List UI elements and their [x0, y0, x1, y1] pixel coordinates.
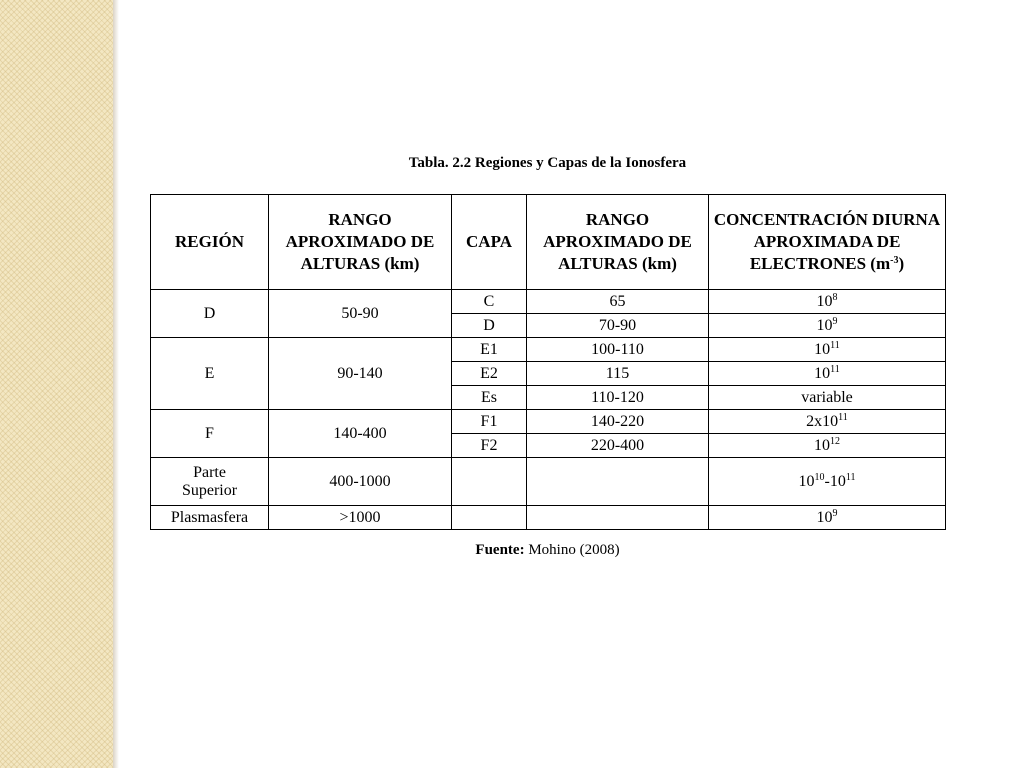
layer-range-cell	[527, 506, 709, 530]
layer-range-cell: 100-110	[527, 338, 709, 362]
decorative-side-band	[0, 0, 113, 768]
header-concentration-unit: $(m^{-3})$	[870, 254, 905, 273]
concentration-cell: $10^{11}$	[709, 362, 946, 386]
layer-range-cell: 70-90	[527, 314, 709, 338]
side-band-shadow	[113, 0, 119, 768]
ionosphere-table	[150, 194, 946, 530]
table-row	[151, 338, 946, 362]
region-cell: D	[151, 290, 269, 338]
region-cell: E	[151, 338, 269, 410]
layer-cell: E1	[452, 338, 527, 362]
region-cell: Plasmasfera	[151, 506, 269, 530]
table-header-row	[151, 195, 946, 290]
layer-cell: E2	[452, 362, 527, 386]
source-text: Mohino (2008)	[524, 542, 620, 558]
concentration-cell: $10^{12}$	[709, 434, 946, 458]
layer-range-cell: 220-400	[527, 434, 709, 458]
concentration-cell: $10^9$	[709, 506, 946, 530]
header-electron-concentration	[709, 195, 946, 290]
concentration-cell: $10^8$	[709, 290, 946, 314]
table-title: Tabla. 2.2 Regiones y Capas de la Ionosfera	[408, 155, 687, 171]
header-altitude-range-region: RANGO APROXIMADO DE ALTURAS (km)	[269, 195, 452, 290]
source-label: Fuente:	[475, 542, 525, 558]
table-source	[150, 542, 945, 559]
concentration-cell: $10^9$	[709, 314, 946, 338]
layer-range-cell: 115	[527, 362, 709, 386]
table-row	[151, 290, 946, 314]
concentration-cell: $2x10^{11}$	[709, 410, 946, 434]
header-layer: CAPA	[452, 195, 527, 290]
concentration-cell: $10^{10}-10^{11}$	[709, 458, 946, 506]
layer-cell: F2	[452, 434, 527, 458]
table-row	[151, 458, 946, 506]
region-range-cell: 50-90	[269, 290, 452, 338]
concentration-cell: $10^{11}$	[709, 338, 946, 362]
layer-cell: Es	[452, 386, 527, 410]
header-region: REGIÓN	[151, 195, 269, 290]
header-altitude-range-layer: RANGO APROXIMADO DE ALTURAS (km)	[527, 195, 709, 290]
region-range-cell: 400-1000	[269, 458, 452, 506]
concentration-cell: variable	[709, 386, 946, 410]
region-range-cell: 140-400	[269, 410, 452, 458]
header-concentration-text: CONCENTRACIÓN DIURNA APROXIMADA DE ELECTRONES	[713, 210, 941, 273]
layer-cell	[452, 458, 527, 506]
layer-cell: D	[452, 314, 527, 338]
layer-cell: C	[452, 290, 527, 314]
region-range-cell: >1000	[269, 506, 452, 530]
layer-cell	[452, 506, 527, 530]
layer-range-cell: 110-120	[527, 386, 709, 410]
layer-range-cell	[527, 458, 709, 506]
layer-range-cell: 65	[527, 290, 709, 314]
layer-cell: F1	[452, 410, 527, 434]
table-row	[151, 506, 946, 530]
region-cell: F	[151, 410, 269, 458]
region-cell: Parte Superior	[151, 458, 269, 506]
region-range-cell: 90-140	[269, 338, 452, 410]
layer-range-cell: 140-220	[527, 410, 709, 434]
table-row	[151, 410, 946, 434]
